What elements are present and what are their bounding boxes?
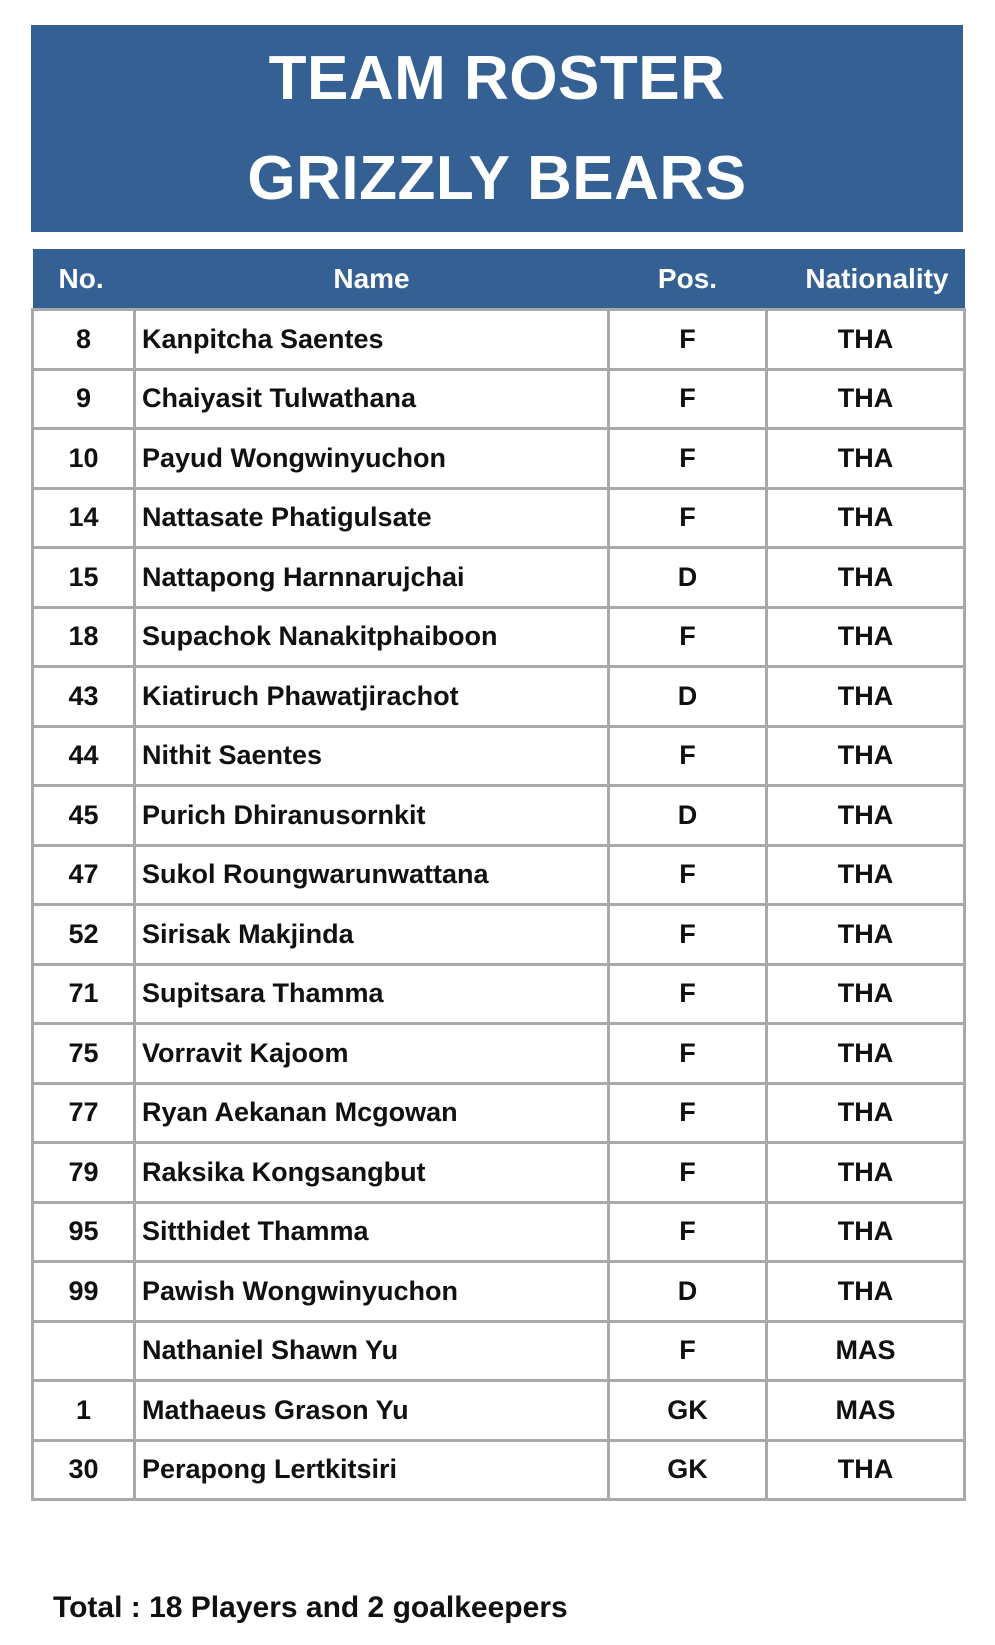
player-position: F bbox=[609, 726, 767, 786]
player-nationality: THA bbox=[767, 1262, 965, 1322]
player-name: Sitthidet Thamma bbox=[135, 1202, 609, 1262]
table-row bbox=[33, 1440, 965, 1500]
header-row bbox=[33, 249, 965, 310]
player-number: 10 bbox=[33, 429, 135, 489]
player-number: 52 bbox=[33, 905, 135, 965]
table-row bbox=[33, 905, 965, 965]
title-banner bbox=[31, 25, 963, 232]
player-name: Purich Dhiranusornkit bbox=[135, 786, 609, 846]
player-position: GK bbox=[609, 1440, 767, 1500]
table-row bbox=[33, 1321, 965, 1381]
player-nationality: THA bbox=[767, 488, 965, 548]
table-row bbox=[33, 1262, 965, 1322]
title-line-2: GRIZZLY BEARS bbox=[247, 143, 747, 213]
table-row bbox=[33, 726, 965, 786]
player-nationality: THA bbox=[767, 607, 965, 667]
roster-table bbox=[31, 249, 966, 1501]
player-position: F bbox=[609, 1321, 767, 1381]
column-header-number: No. bbox=[33, 249, 135, 310]
player-position: F bbox=[609, 905, 767, 965]
player-nationality: THA bbox=[767, 845, 965, 905]
table-row bbox=[33, 1083, 965, 1143]
player-position: F bbox=[609, 1143, 767, 1203]
player-position: D bbox=[609, 786, 767, 846]
table-row bbox=[33, 1202, 965, 1262]
table-row bbox=[33, 845, 965, 905]
player-name: Chaiyasit Tulwathana bbox=[135, 369, 609, 429]
player-nationality: MAS bbox=[767, 1381, 965, 1441]
player-name: Sukol Roungwarunwattana bbox=[135, 845, 609, 905]
player-number: 44 bbox=[33, 726, 135, 786]
column-header-position: Pos. bbox=[609, 249, 767, 310]
player-name: Kiatiruch Phawatjirachot bbox=[135, 667, 609, 727]
column-header-name: Name bbox=[135, 249, 609, 310]
player-position: F bbox=[609, 1024, 767, 1084]
player-nationality: MAS bbox=[767, 1321, 965, 1381]
player-nationality: THA bbox=[767, 786, 965, 846]
player-nationality: THA bbox=[767, 667, 965, 727]
table-row bbox=[33, 607, 965, 667]
player-number: 79 bbox=[33, 1143, 135, 1203]
player-position: F bbox=[609, 429, 767, 489]
table-row bbox=[33, 786, 965, 846]
title-line-1: TEAM ROSTER bbox=[268, 43, 726, 113]
table-row bbox=[33, 667, 965, 727]
player-nationality: THA bbox=[767, 369, 965, 429]
player-position: F bbox=[609, 607, 767, 667]
table-row bbox=[33, 429, 965, 489]
player-nationality: THA bbox=[767, 310, 965, 370]
player-name: Nithit Saentes bbox=[135, 726, 609, 786]
player-name: Sirisak Makjinda bbox=[135, 905, 609, 965]
player-name: Supitsara Thamma bbox=[135, 964, 609, 1024]
player-nationality: THA bbox=[767, 1143, 965, 1203]
player-number: 47 bbox=[33, 845, 135, 905]
table-row bbox=[33, 548, 965, 608]
total-summary: Total : 18 Players and 2 goalkeepers bbox=[53, 1591, 568, 1624]
player-nationality: THA bbox=[767, 905, 965, 965]
player-position: F bbox=[609, 1202, 767, 1262]
player-number: 45 bbox=[33, 786, 135, 846]
player-nationality: THA bbox=[767, 726, 965, 786]
player-number: 71 bbox=[33, 964, 135, 1024]
player-number: 14 bbox=[33, 488, 135, 548]
column-header-nationality: Nationality bbox=[767, 249, 965, 310]
player-name: Payud Wongwinyuchon bbox=[135, 429, 609, 489]
player-nationality: THA bbox=[767, 429, 965, 489]
player-number: 9 bbox=[33, 369, 135, 429]
player-number bbox=[33, 1321, 135, 1381]
player-position: D bbox=[609, 1262, 767, 1322]
player-position: F bbox=[609, 369, 767, 429]
player-position: F bbox=[609, 1083, 767, 1143]
player-name: Ryan Aekanan Mcgowan bbox=[135, 1083, 609, 1143]
table-header bbox=[33, 249, 965, 310]
player-position: F bbox=[609, 488, 767, 548]
player-nationality: THA bbox=[767, 1024, 965, 1084]
player-nationality: THA bbox=[767, 1202, 965, 1262]
player-name: Nattasate Phatigulsate bbox=[135, 488, 609, 548]
table-row bbox=[33, 488, 965, 548]
player-name: Vorravit Kajoom bbox=[135, 1024, 609, 1084]
player-nationality: THA bbox=[767, 1083, 965, 1143]
player-name: Mathaeus Grason Yu bbox=[135, 1381, 609, 1441]
player-number: 30 bbox=[33, 1440, 135, 1500]
player-nationality: THA bbox=[767, 1440, 965, 1500]
player-number: 95 bbox=[33, 1202, 135, 1262]
player-number: 75 bbox=[33, 1024, 135, 1084]
player-position: D bbox=[609, 667, 767, 727]
player-name: Kanpitcha Saentes bbox=[135, 310, 609, 370]
table-row bbox=[33, 369, 965, 429]
player-nationality: THA bbox=[767, 964, 965, 1024]
table-row bbox=[33, 310, 965, 370]
player-number: 1 bbox=[33, 1381, 135, 1441]
table-row bbox=[33, 1381, 965, 1441]
table-body bbox=[33, 310, 965, 1500]
table-row bbox=[33, 1143, 965, 1203]
player-number: 18 bbox=[33, 607, 135, 667]
player-nationality: THA bbox=[767, 548, 965, 608]
player-number: 99 bbox=[33, 1262, 135, 1322]
table-row bbox=[33, 964, 965, 1024]
player-number: 43 bbox=[33, 667, 135, 727]
player-position: F bbox=[609, 845, 767, 905]
player-position: F bbox=[609, 964, 767, 1024]
player-name: Nattapong Harnnarujchai bbox=[135, 548, 609, 608]
player-name: Perapong Lertkitsiri bbox=[135, 1440, 609, 1500]
player-position: GK bbox=[609, 1381, 767, 1441]
player-name: Pawish Wongwinyuchon bbox=[135, 1262, 609, 1322]
player-name: Supachok Nanakitphaiboon bbox=[135, 607, 609, 667]
table-row bbox=[33, 1024, 965, 1084]
player-position: F bbox=[609, 310, 767, 370]
player-number: 77 bbox=[33, 1083, 135, 1143]
player-number: 15 bbox=[33, 548, 135, 608]
player-number: 8 bbox=[33, 310, 135, 370]
player-name: Nathaniel Shawn Yu bbox=[135, 1321, 609, 1381]
player-position: D bbox=[609, 548, 767, 608]
player-name: Raksika Kongsangbut bbox=[135, 1143, 609, 1203]
